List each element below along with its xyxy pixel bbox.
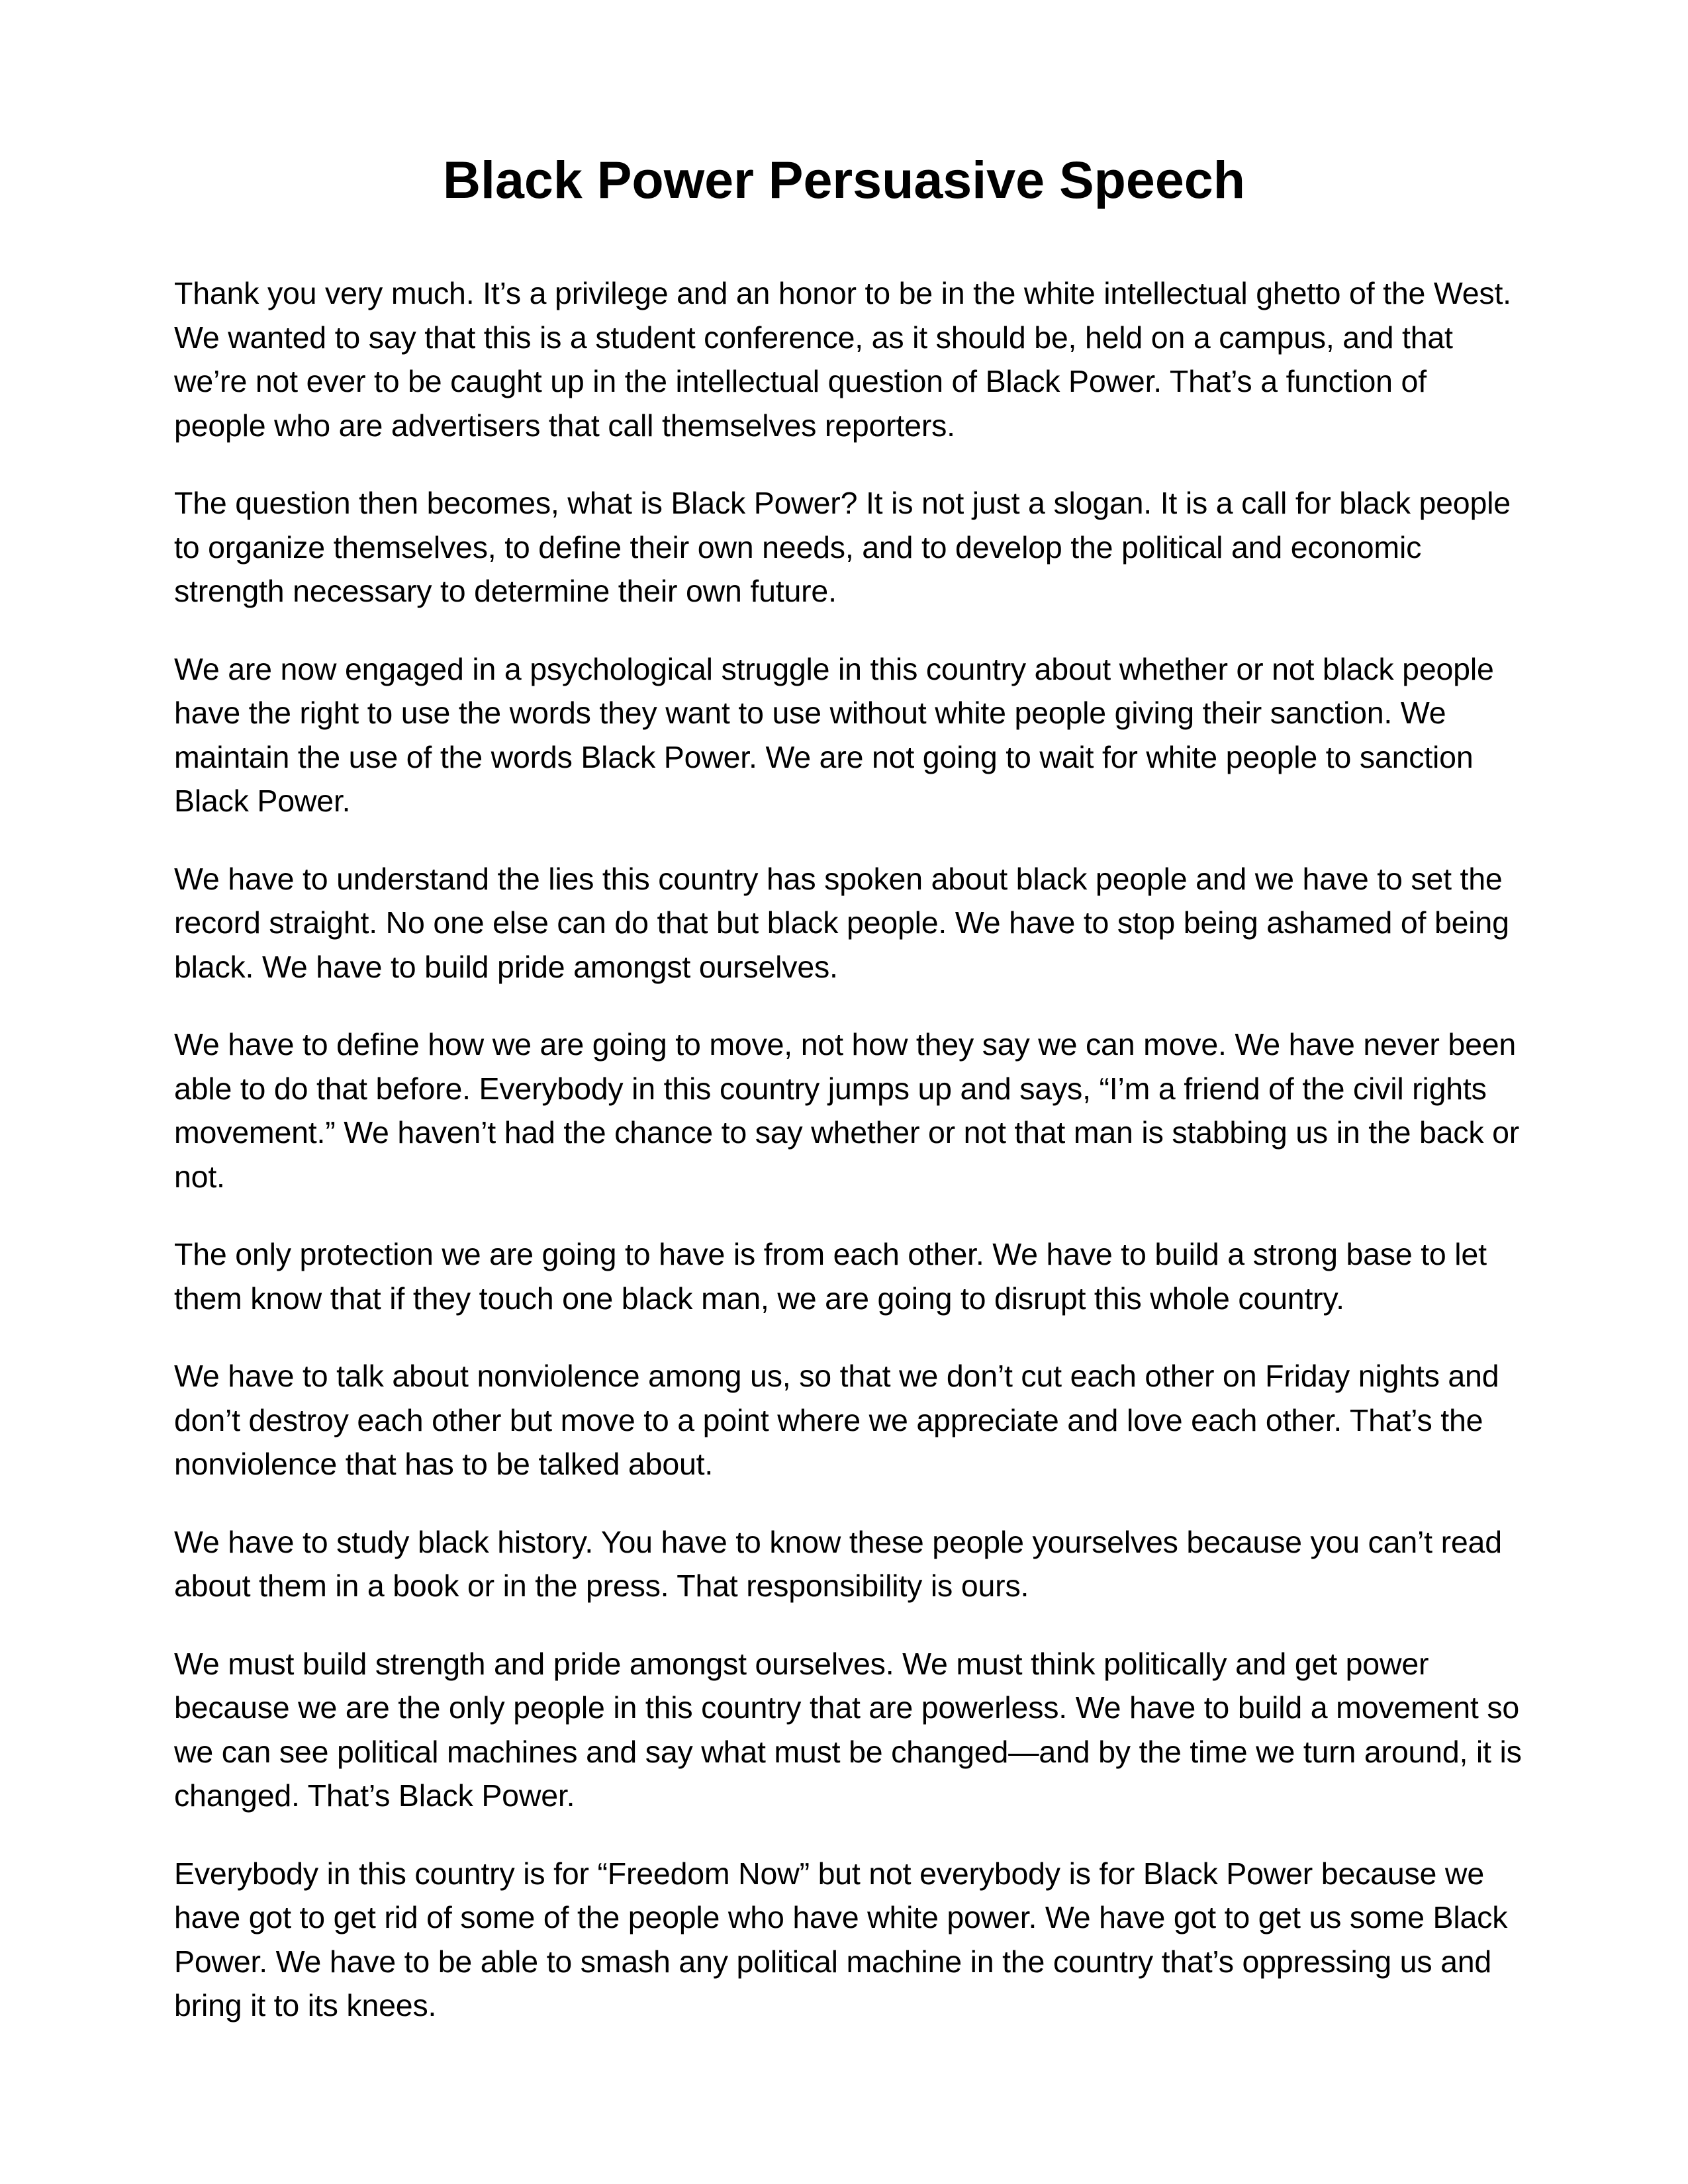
- paragraph-line: maintain the use of the words Black Power. We are not going to wait for white people to sanction: [174, 739, 1474, 774]
- paragraph-line: Black Power.: [174, 784, 351, 818]
- paragraph: [174, 1852, 1524, 2028]
- paragraph: [174, 647, 1524, 823]
- paragraph-line: We must build strength and pride amongst ourselves. We must think politically and get power: [174, 1646, 1429, 1681]
- paragraph-line: We have to study black history. You have to know these people yourselves because you can’t read: [174, 1524, 1502, 1559]
- paragraph-line: to organize themselves, to define their own needs, and to develop the political and economic: [174, 529, 1422, 565]
- paragraph-line: We have to define how we are going to move, not how they say we can move. We have never been: [174, 1027, 1517, 1062]
- paragraph-line: The only protection we are going to have is from each other. We have to build a strong base to let: [174, 1237, 1487, 1271]
- paragraph-line: We have to understand the lies this country has spoken about black people and we have to set the: [174, 861, 1503, 896]
- paragraph-line: about them in a book or in the press. That responsibility is ours.: [174, 1569, 1029, 1603]
- paragraph-line: The question then becomes, what is Black Power? It is not just a slogan. It is a call for black people: [174, 486, 1511, 520]
- paragraph-line: We are now engaged in a psychological struggle in this country about whether or not black people: [174, 651, 1494, 686]
- paragraph-line: black. We have to build pride amongst ourselves.: [174, 949, 838, 984]
- paragraph-line: bring it to its knees.: [174, 1988, 437, 2023]
- paragraph: [174, 481, 1524, 614]
- paragraph-line: Everybody in this country is for “Freedom Now” but not everybody is for Black Power because we: [174, 1856, 1484, 1891]
- paragraph: [174, 1354, 1524, 1486]
- paragraph-line: We wanted to say that this is a student conference, as it should be, held on a campus, and that: [174, 320, 1453, 355]
- paragraph-line: have the right to use the words they want to use without white people giving their sanction. We: [174, 696, 1446, 730]
- paragraph-line: Thank you very much. It’s a privilege and an honor to be in the white intellectual ghetto of the West.: [174, 276, 1511, 310]
- paragraph-line: because we are the only people in this country that are powerless. We have to build a movement so: [174, 1690, 1520, 1725]
- paragraph-line: have got to get rid of some of the people who have white power. We have got to get us some Black: [174, 1900, 1508, 1934]
- paragraph-line: don’t destroy each other but move to a point where we appreciate and love each other. That’s the: [174, 1402, 1483, 1437]
- paragraph-line: nonviolence that has to be talked about.: [174, 1447, 714, 1481]
- paragraph: [174, 1232, 1524, 1320]
- paragraph-line: them know that if they touch one black man, we are going to disrupt this whole country.: [174, 1281, 1344, 1316]
- paragraph-line: able to do that before. Everybody in this country jumps up and says, “I’m a friend of the civil rights: [174, 1071, 1487, 1106]
- paragraph: [174, 857, 1524, 989]
- paragraph: [174, 1642, 1524, 1818]
- paragraph-line: movement.” We haven’t had the chance to say whether or not that man is stabbing us in the back or: [174, 1115, 1520, 1150]
- document-title: Black Power Persuasive Speech: [442, 150, 1245, 209]
- paragraph: [174, 271, 1524, 447]
- paragraph-line: Power. We have to be able to smash any political machine in the country that’s oppressing us and: [174, 1944, 1492, 1979]
- paragraph: [174, 1520, 1524, 1608]
- paragraph-line: changed. That’s Black Power.: [174, 1778, 575, 1813]
- paragraph-line: record straight. No one else can do that but black people. We have to stop being ashamed of being: [174, 905, 1509, 940]
- document-body: [174, 271, 1524, 2062]
- paragraph-line: people who are advertisers that call themselves reporters.: [174, 408, 955, 443]
- paragraph: [174, 1023, 1524, 1199]
- paragraph-line: we can see political machines and say what must be changed—and by the time we turn around, it is: [174, 1734, 1522, 1769]
- paragraph-line: not.: [174, 1159, 225, 1194]
- paragraph-line: we’re not ever to be caught up in the intellectual question of Black Power. That’s a function of: [174, 364, 1427, 398]
- paragraph-line: strength necessary to determine their own future.: [174, 574, 837, 608]
- paragraph-line: We have to talk about nonviolence among us, so that we don’t cut each other on Friday nights and: [174, 1359, 1499, 1393]
